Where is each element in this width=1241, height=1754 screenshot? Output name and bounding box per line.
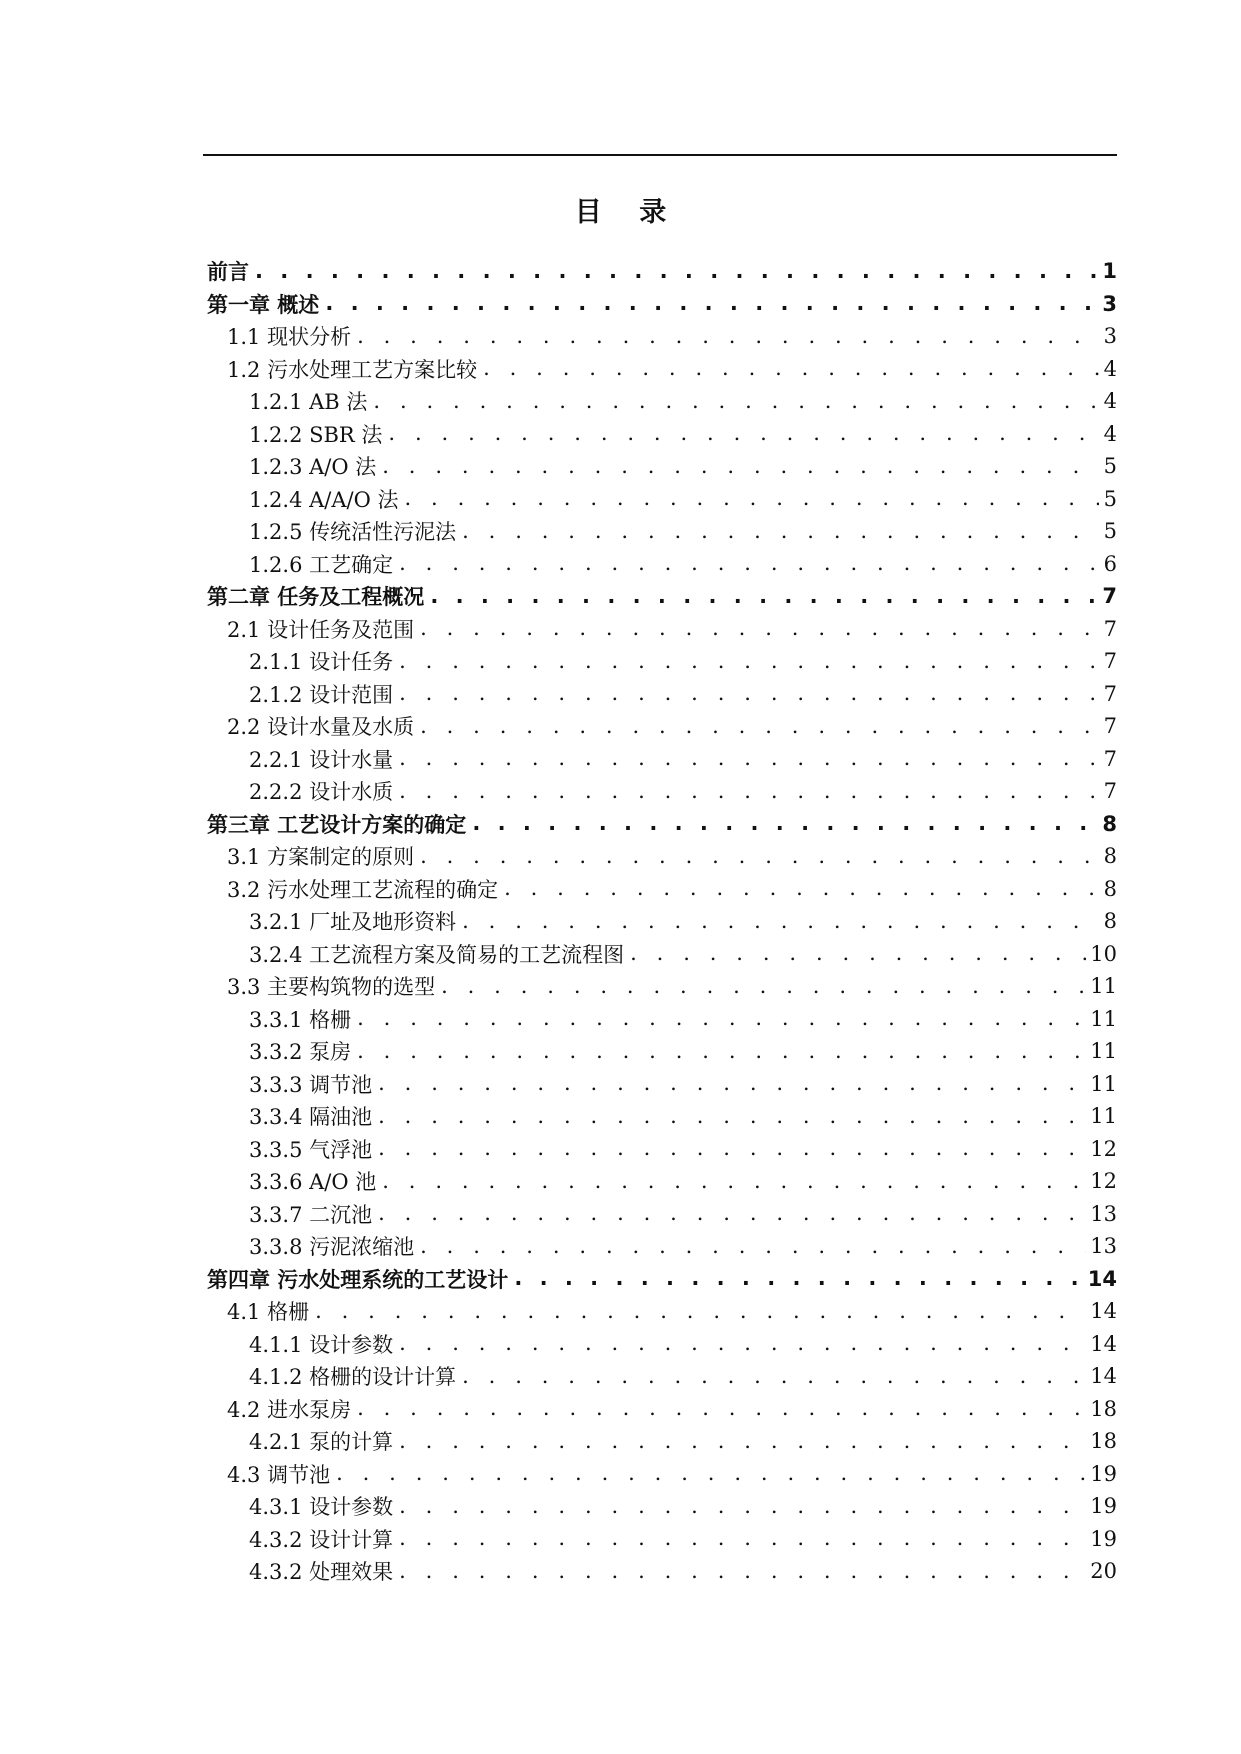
toc-entry-label: 3.3 主要构筑物的选型: [227, 975, 436, 1000]
toc-dot-leader: [630, 943, 1086, 964]
toc-dot-leader: [378, 1073, 1086, 1094]
toc-entry-label: 3.3.5 气浮池: [249, 1137, 373, 1162]
toc-dot-leader: [462, 521, 1099, 542]
toc-entry-page-number: 5: [1103, 519, 1117, 544]
toc-entry[interactable]: [207, 418, 1117, 451]
toc-entry-label: 3.2.1 厂址及地形资料: [249, 910, 457, 935]
toc-entry[interactable]: [207, 1328, 1117, 1361]
toc-entry-label: 4.3.2 处理效果: [249, 1560, 394, 1585]
toc-dot-leader: [420, 846, 1099, 867]
toc-entry-label: 3.2 污水处理工艺流程的确定: [227, 877, 499, 902]
toc-entry-label: 1.1 现状分析: [227, 325, 352, 350]
toc-dot-leader: [357, 1008, 1086, 1029]
toc-entry[interactable]: [207, 1263, 1117, 1296]
toc-entry-label: 第三章 工艺设计方案的确定: [207, 812, 467, 837]
toc-entry[interactable]: [207, 1555, 1117, 1588]
toc-dot-leader: [404, 488, 1099, 509]
toc-entry-label: 1.2.4 A/A/O 法: [249, 487, 399, 512]
toc-dot-leader: [399, 1333, 1086, 1354]
toc-entry[interactable]: [207, 1068, 1117, 1101]
toc-entry-page-number: 11: [1090, 1104, 1117, 1129]
toc-entry-page-number: 7: [1103, 714, 1117, 739]
toc-entry-label: 1.2.3 A/O 法: [249, 455, 377, 480]
toc-entry-label: 4.1.2 格栅的设计计算: [249, 1365, 457, 1390]
toc-entry[interactable]: [207, 970, 1117, 1003]
toc-entry-label: 3.3.8 污泥浓缩池: [249, 1235, 415, 1260]
toc-entry[interactable]: [207, 1100, 1117, 1133]
toc-entry-page-number: 5: [1103, 486, 1117, 511]
toc-entry-label: 3.3.2 泵房: [249, 1040, 352, 1065]
toc-entry-page-number: 18: [1090, 1429, 1117, 1454]
toc-entry[interactable]: [207, 483, 1117, 516]
toc-entry-page-number: 18: [1090, 1396, 1117, 1421]
toc-dot-leader: [382, 456, 1099, 477]
toc-entry-label: 4.3.1 设计参数: [249, 1495, 394, 1520]
toc-dot-leader: [399, 651, 1099, 672]
toc-entry-page-number: 5: [1103, 454, 1117, 479]
toc-entry-page-number: 11: [1090, 1071, 1117, 1096]
toc-entry[interactable]: [207, 613, 1117, 646]
toc-entry-page-number: 19: [1090, 1526, 1117, 1551]
toc-dot-leader: [462, 1366, 1086, 1387]
toc-entry-page-number: 8: [1103, 876, 1117, 901]
toc-entry-label: 2.1 设计任务及范围: [227, 617, 415, 642]
toc-entry-label: 3.1 方案制定的原则: [227, 845, 415, 870]
toc-entry-page-number: 7: [1102, 584, 1117, 609]
toc-entry[interactable]: [207, 938, 1117, 971]
toc-dot-leader: [378, 1203, 1086, 1224]
toc-entry-label: 4.2.1 泵的计算: [249, 1430, 394, 1455]
toc-dot-leader: [336, 1463, 1086, 1484]
toc-dot-leader: [357, 326, 1099, 347]
toc-dot-leader: [357, 1041, 1086, 1062]
toc-entry-label: 1.2 污水处理工艺方案比较: [227, 357, 478, 382]
toc-entry[interactable]: [207, 840, 1117, 873]
toc-dot-leader: [399, 1528, 1086, 1549]
toc-entry[interactable]: [207, 320, 1117, 353]
toc-entry-page-number: 14: [1090, 1331, 1117, 1356]
toc-entry-page-number: 3: [1103, 324, 1117, 349]
toc-dot-leader: [472, 813, 1098, 834]
toc-entry[interactable]: [207, 385, 1117, 418]
toc-entry-label: 3.3.3 调节池: [249, 1072, 373, 1097]
toc-dot-leader: [399, 1496, 1086, 1517]
toc-entry-page-number: 6: [1103, 551, 1117, 576]
toc-dot-leader: [483, 358, 1099, 379]
toc-entry-label: 3.3.6 A/O 池: [249, 1170, 377, 1195]
toc-entry-page-number: 8: [1102, 811, 1117, 836]
toc-dot-leader: [399, 781, 1099, 802]
toc-dot-leader: [420, 1236, 1086, 1257]
toc-entry-label: 4.3 调节池: [227, 1462, 331, 1487]
toc-entry-page-number: 19: [1090, 1461, 1117, 1486]
toc-dot-leader: [255, 261, 1098, 282]
toc-dot-leader: [441, 976, 1086, 997]
toc-entry[interactable]: [207, 1458, 1117, 1491]
toc-entry-label: 1.2.5 传统活性污泥法: [249, 520, 457, 545]
toc-dot-leader: [315, 1301, 1086, 1322]
toc-entry[interactable]: [207, 255, 1117, 288]
toc-entry[interactable]: [207, 678, 1117, 711]
toc-entry-label: 3.3.4 隔油池: [249, 1105, 373, 1130]
toc-entry[interactable]: [207, 905, 1117, 938]
toc-dot-leader: [388, 423, 1099, 444]
toc-dot-leader: [514, 1268, 1083, 1289]
toc-entry[interactable]: [207, 873, 1117, 906]
toc-entry-page-number: 7: [1103, 649, 1117, 674]
toc-dot-leader: [399, 1431, 1086, 1452]
toc-entry-page-number: 4: [1103, 356, 1117, 381]
toc-entry-page-number: 12: [1090, 1136, 1117, 1161]
toc-entry[interactable]: [207, 1425, 1117, 1458]
toc-entry[interactable]: [207, 710, 1117, 743]
toc-dot-leader: [378, 1138, 1086, 1159]
toc-entry-page-number: 3: [1102, 291, 1117, 316]
toc-entry[interactable]: [207, 808, 1117, 841]
toc-entry-page-number: 4: [1103, 389, 1117, 414]
toc-entry-label: 2.2.2 设计水质: [249, 780, 394, 805]
toc-entry-label: 1.2.6 工艺确定: [249, 552, 394, 577]
toc-entry-label: 3.3.7 二沉池: [249, 1202, 373, 1227]
toc-entry-page-number: 14: [1090, 1364, 1117, 1389]
toc-entry-label: 4.1 格栅: [227, 1300, 310, 1325]
toc-entry-page-number: 4: [1103, 421, 1117, 446]
toc-dot-leader: [325, 293, 1098, 314]
toc-entry[interactable]: [207, 353, 1117, 386]
toc-entry[interactable]: [207, 1360, 1117, 1393]
toc-entry[interactable]: [207, 775, 1117, 808]
toc-entry-page-number: 7: [1103, 681, 1117, 706]
toc-entry-page-number: 20: [1090, 1559, 1117, 1584]
toc-entry-page-number: 1: [1102, 259, 1117, 284]
toc-entry-label: 2.1.2 设计范围: [249, 682, 394, 707]
toc-entry[interactable]: [207, 743, 1117, 776]
toc-entry-label: 1.2.1 AB 法: [249, 390, 368, 415]
toc-dot-leader: [504, 878, 1099, 899]
toc-entry[interactable]: [207, 1295, 1117, 1328]
toc-entry[interactable]: [207, 288, 1117, 321]
toc-entry-label: 2.2 设计水量及水质: [227, 715, 415, 740]
toc-dot-leader: [420, 716, 1099, 737]
toc-entry[interactable]: [207, 580, 1117, 613]
toc-entry[interactable]: [207, 1035, 1117, 1068]
toc-entry-label: 4.2 进水泵房: [227, 1397, 352, 1422]
toc-dot-leader: [430, 586, 1098, 607]
toc-entry-page-number: 7: [1103, 746, 1117, 771]
table-of-contents: [207, 255, 1117, 1588]
toc-entry-label: 2.1.1 设计任务: [249, 650, 394, 675]
toc-entry-label: 1.2.2 SBR 法: [249, 422, 383, 447]
toc-entry[interactable]: [207, 645, 1117, 678]
toc-dot-leader: [373, 391, 1099, 412]
toc-entry-label: 第一章 概述: [207, 292, 320, 317]
toc-dot-leader: [357, 1398, 1086, 1419]
toc-entry-page-number: 11: [1090, 1039, 1117, 1064]
toc-entry-page-number: 8: [1103, 844, 1117, 869]
toc-entry[interactable]: [207, 1523, 1117, 1556]
toc-entry-page-number: 8: [1103, 909, 1117, 934]
toc-entry[interactable]: [207, 515, 1117, 548]
toc-entry[interactable]: [207, 1393, 1117, 1426]
toc-entry[interactable]: [207, 548, 1117, 581]
toc-dot-leader: [382, 1171, 1086, 1192]
toc-entry-label: 前言: [207, 260, 249, 285]
page-title: 目 录: [574, 197, 681, 228]
toc-entry-page-number: 7: [1103, 616, 1117, 641]
toc-entry-label: 3.3.1 格栅: [249, 1007, 352, 1032]
toc-entry-page-number: 14: [1090, 1299, 1117, 1324]
toc-dot-leader: [399, 1561, 1086, 1582]
toc-entry-page-number: 13: [1090, 1234, 1117, 1259]
toc-dot-leader: [420, 618, 1099, 639]
toc-entry-page-number: 14: [1087, 1266, 1117, 1291]
toc-entry-label: 3.2.4 工艺流程方案及简易的工艺流程图: [249, 942, 625, 967]
toc-entry-label: 第四章 污水处理系统的工艺设计: [207, 1267, 509, 1292]
toc-dot-leader: [399, 748, 1099, 769]
toc-entry[interactable]: [207, 1490, 1117, 1523]
toc-entry-page-number: 10: [1090, 941, 1117, 966]
toc-entry-page-number: 11: [1090, 1006, 1117, 1031]
toc-dot-leader: [378, 1106, 1086, 1127]
toc-entry[interactable]: [207, 1165, 1117, 1198]
toc-entry-page-number: 7: [1103, 779, 1117, 804]
toc-dot-leader: [462, 911, 1099, 932]
toc-entry[interactable]: [207, 1133, 1117, 1166]
toc-entry-page-number: 19: [1090, 1494, 1117, 1519]
header-rule: [203, 154, 1117, 156]
toc-entry-page-number: 13: [1090, 1201, 1117, 1226]
toc-entry-page-number: 12: [1090, 1169, 1117, 1194]
toc-dot-leader: [399, 553, 1099, 574]
toc-entry-label: 第二章 任务及工程概况: [207, 585, 425, 610]
toc-entry-page-number: 11: [1090, 974, 1117, 999]
toc-entry[interactable]: [207, 1230, 1117, 1263]
toc-entry-label: 2.2.1 设计水量: [249, 747, 394, 772]
toc-entry[interactable]: [207, 450, 1117, 483]
toc-entry[interactable]: [207, 1198, 1117, 1231]
toc-entry-label: 4.3.2 设计计算: [249, 1527, 394, 1552]
toc-entry[interactable]: [207, 1003, 1117, 1036]
toc-entry-label: 4.1.1 设计参数: [249, 1332, 394, 1357]
toc-dot-leader: [399, 683, 1099, 704]
